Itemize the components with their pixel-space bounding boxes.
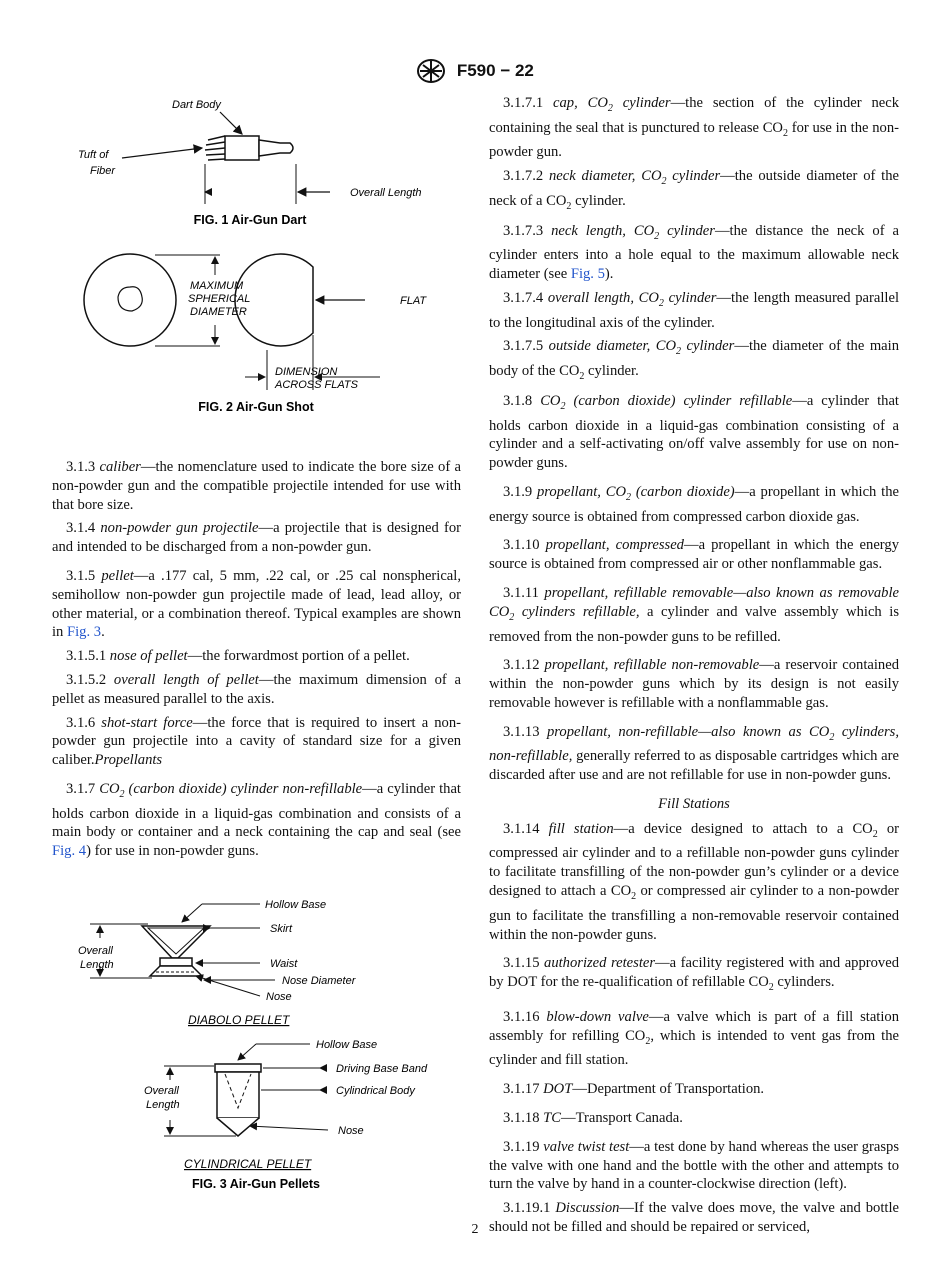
- left-column: [52, 458, 461, 866]
- driving-band-label: Driving Base Band: [336, 1063, 428, 1075]
- figure-1-caption: FIG. 1 Air-Gun Dart: [193, 213, 307, 227]
- nose-diameter-label: Nose Diameter: [282, 975, 356, 987]
- para-3-1-10: 3.1.10 propellant, compressed—a propellant in which the energy source is obtained from compressed air or other nonflammable gas.: [489, 537, 899, 573]
- para-3-1-19: 3.1.19 valve twist test—a test done by hand whereas the user grasps the valve with one hand and the bottle with the other and attempts to turn the valve by hand in a counter-clockwise direction (left).: [489, 1138, 899, 1193]
- dart-icon: [205, 136, 293, 160]
- figure-2-air-gun-shot: [60, 245, 480, 420]
- page-number: 2: [471, 1222, 479, 1237]
- para-3-1-19-1: 3.1.19.1 Discussion—If the valve does move, the valve and bottle should not be filled and should be repaired or serviced,: [489, 1200, 899, 1235]
- cylindrical-pellet-icon: [215, 1064, 261, 1136]
- para-3-1-9: 3.1.9 propellant, $CO_2$ (carbon dioxide)—a propellant in which the energy source is obtained from compressed carbon dioxide gas.: [489, 483, 899, 525]
- diabolo-pellet-icon: [142, 926, 210, 976]
- cylindrical-body-label: Cylindrical Body: [336, 1085, 415, 1097]
- page-header: [0, 58, 950, 84]
- figure-3-air-gun-pellets: [60, 888, 480, 1198]
- para-3-1-7-2: 3.1.7.2 neck diameter, $CO_2$ cylinder—the outside diameter of the neck of a $CO_2$ cylinder.: [489, 168, 899, 212]
- para-3-1-13: 3.1.13 propellant, non-refillable—also known as $CO_2$ cylinders, non-refillable, generally referred to as disposable cartridges which are discarded after use and are not refillable for use in non-powder guns.: [489, 723, 899, 784]
- cyl-nose-label: Nose: [338, 1125, 364, 1137]
- tuft-label-1: Tuft of: [78, 149, 109, 161]
- dart-body-label: Dart Body: [172, 99, 221, 111]
- figure-3-caption: FIG. 3 Air-Gun Pellets: [191, 1177, 321, 1191]
- cyl-overall-label-2: Length: [146, 1099, 180, 1111]
- diabolo-hollow-base-label: Hollow Base: [265, 899, 327, 911]
- tuft-label-2: Fiber: [90, 165, 116, 177]
- fig4-link[interactable]: Fig. 4: [52, 843, 87, 860]
- max-label-2: SPHERICAL: [188, 293, 251, 305]
- section-heading-fill-stations: Fill Stations: [658, 795, 730, 812]
- shot-front-icon: [84, 254, 176, 346]
- para-3-1-5-2: 3.1.5.2 overall length of pellet—the maximum dimension of a pellet as measured parallel to the axis.: [52, 671, 461, 707]
- designation: F590 − 22: [456, 61, 534, 80]
- skirt-label: Skirt: [270, 923, 292, 935]
- para-3-1-16: 3.1.16 blow-down valve—a valve which is part of a fill station assembly for refilling $CO_2$, which is intended to vent gas from the cylinder and fill station.: [489, 1008, 899, 1069]
- para-3-1-3: 3.1.3 caliber—the nomenclature used to indicate the bore size of a non-powder gun and the compatible projectile intended for use with that bore size.: [52, 459, 461, 513]
- dimension-label-2: ACROSS FLATS: [275, 379, 358, 391]
- overall-length-label: Overall Length: [350, 187, 422, 199]
- cyl-overall-label-1: Overall: [144, 1085, 179, 1097]
- waist-label: Waist: [270, 958, 298, 970]
- para-3-1-18: 3.1.18 TC—Transport Canada.: [503, 1109, 683, 1126]
- para-3-1-7-4: 3.1.7.4 overall length, $CO_2$ cylinder—the length measured parallel to the longitudinal axis of the cylinder.: [489, 289, 900, 331]
- para-3-1-14: 3.1.14 fill station—a device designed to attach to a $CO_2$ or compressed air cylinder and to a refillable non-powder guns cylinder to facilitate transfilling of the non-powder gun’s cylinder or a device designed to attach a $CO_2$ or compressed air cylinder to a non-powder gun to facilitate the transfilling a non-removable reservoir contained within the non-powder guns.: [489, 820, 899, 943]
- figure-1-air-gun-dart: [60, 92, 480, 232]
- astm-logo-icon: [416, 58, 446, 84]
- dimension-label-1: DIMENSION: [275, 366, 338, 378]
- para-3-1-11: 3.1.11 propellant, refillable removable—also known as removable $CO_2$ cylinders refillable, a cylinder and valve assembly which is removed from the non-powder guns to be refilled.: [489, 585, 899, 645]
- max-label-1: MAXIMUM: [190, 280, 244, 292]
- flat-label: FLAT: [400, 295, 427, 307]
- max-label-3: DIAMETER: [190, 306, 247, 318]
- diabolo-nose-label: Nose: [266, 991, 292, 1003]
- para-3-1-5-1: 3.1.5.1 nose of pellet—the forwardmost portion of a pellet.: [66, 648, 410, 665]
- para-3-1-4: 3.1.4 non-powder gun projectile—a projectile that is designed for and intended to be discharged from a non-powder gun.: [52, 520, 461, 556]
- figure-2-caption: FIG. 2 Air-Gun Shot: [198, 400, 314, 414]
- para-3-1-7-3: 3.1.7.3 neck length, $CO_2$ cylinder—the distance the neck of a cylinder enters into a hole equal to the maximum allowable neck diameter (see Fig. 5).: [489, 222, 899, 283]
- fig3-link[interactable]: Fig. 3: [67, 624, 102, 641]
- cylindrical-title: CYLINDRICAL PELLET: [184, 1157, 312, 1171]
- para-3-1-7-5: 3.1.7.5 outside diameter, $CO_2$ cylinder—the diameter of the main body of the $CO_2$ cylinder.: [489, 338, 899, 383]
- para-3-1-7-1: 3.1.7.1 cap, $CO_2$ cylinder—the section of the cylinder neck containing the seal that is punctured to release $CO_2$ for use in the non-powder gun.: [489, 95, 900, 161]
- fig5-link[interactable]: Fig. 5: [570, 266, 605, 283]
- diabolo-overall-label-1: Overall: [78, 945, 113, 957]
- para-3-1-8: 3.1.8 $CO_2$ (carbon dioxide) cylinder refillable—a cylinder that holds carbon dioxide in a liquid-gas combination consisting of a cylinder and a self-activating on/off valve assembly for use on non-powder guns.: [489, 392, 899, 472]
- diabolo-title: DIABOLO PELLET: [188, 1013, 290, 1027]
- para-3-1-17: 3.1.17 DOT—Department of Transportation.: [503, 1081, 765, 1098]
- para-3-1-12: 3.1.12 propellant, refillable non-removable—a reservoir contained within the non-powder guns which by its design is not easily removable however is refillable with a nonflammable gas.: [489, 657, 899, 711]
- para-3-1-5: 3.1.5 pellet—a .177 cal, 5 mm, .22 cal, or .25 cal nonspherical, semihollow non-powder gun projectile made of lead, lead alloy, or other material, or a combination thereof. Typical examples are shown in Fig. 3.: [52, 567, 461, 641]
- para-3-1-6: 3.1.6 shot-start force—the force that is required to insert a non-powder gun projectile into a cavity of standard size for a given caliber.Propellants: [52, 714, 461, 769]
- cyl-hollow-base-label: Hollow Base: [316, 1039, 378, 1051]
- right-column: [489, 94, 899, 1242]
- diabolo-overall-label-2: Length: [80, 959, 114, 971]
- para-3-1-7: 3.1.7 $CO_2$ (carbon dioxide) cylinder non-refillable—a cylinder that holds carbon dioxide in a liquid-gas combination and consists of a main body or container and a neck containing the cap and seal (see Fig. 4) for use in non-powder guns.: [52, 780, 461, 860]
- para-3-1-15: 3.1.15 authorized retester—a facility registered with and approved by DOT for the re-qualification of refillable $CO_2$ cylinders.: [489, 955, 899, 994]
